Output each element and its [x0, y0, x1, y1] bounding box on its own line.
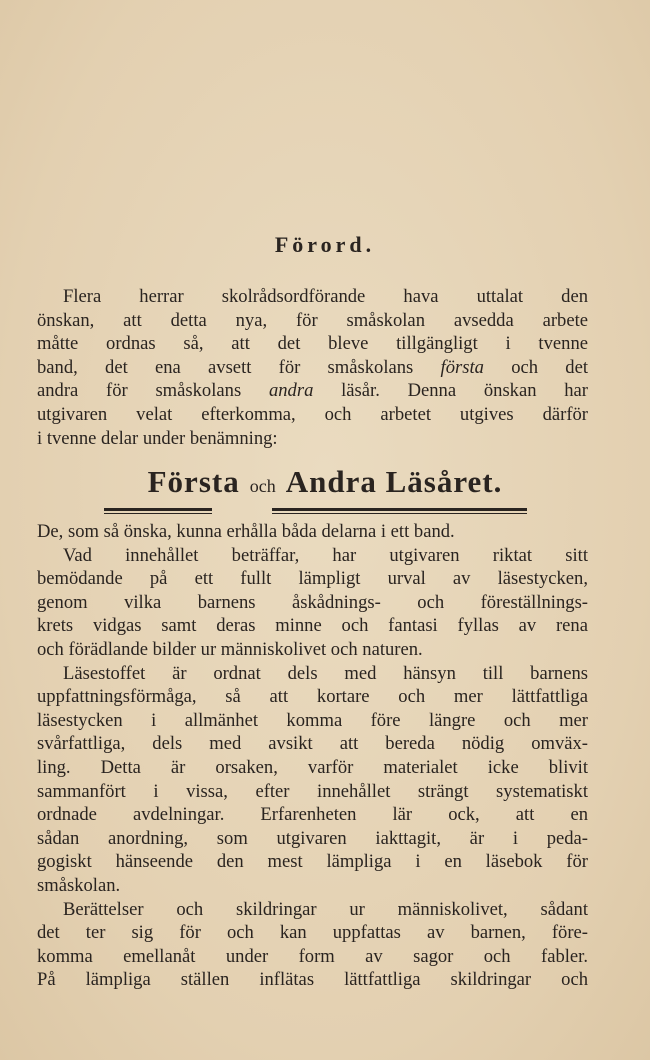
title-underline [104, 508, 212, 511]
text-line: bemödande på ett fullt lämpligt urval av läsestycken, [37, 568, 588, 590]
text-line: Berättelser och skildringar ur människolivet, sådant [63, 898, 588, 920]
text-line: uppfattningsförmåga, så att kortare och mer lättfattliga [37, 686, 588, 708]
text-line: andra för småskolans andra läsår. Denna önskan har [37, 380, 588, 402]
text-line: Flera herrar skolrådsordförande hava uttalat den [63, 286, 588, 307]
title-underline-thin [104, 513, 212, 514]
text-line: sådan anordning, som utgivaren iakttagit, är i peda- [37, 827, 588, 849]
main-text [37, 520, 588, 992]
text-line: måtte ordnas så, att det bleve tillgängligt i tvenne [37, 333, 588, 355]
title-first: Första [147, 464, 240, 499]
text-line: utgivaren velat efterkomma, och arbetet utgives därför [37, 403, 588, 425]
text-line: band, det ena avsett för småskolans första och det [37, 356, 589, 378]
title-second: Andra Läsåret. [285, 464, 503, 499]
text-line: Vad innehållet beträffar, har utgivaren riktat sitt [63, 544, 588, 566]
text-line: gogiskt hänseende den mest lämpliga i en läsebok för [37, 851, 588, 873]
text-line: krets vidgas samt deras minne och fantasi fyllas av rena [37, 615, 588, 637]
italic-word: andra [268, 380, 314, 402]
text-line: i tvenne delar under benämning: [37, 427, 278, 449]
title-conjunction: och [249, 476, 276, 496]
text-line: genom vilka barnens åskådnings- och föreställnings- [37, 591, 588, 613]
italic-word: första [440, 356, 484, 378]
text-line: Läsestoffet är ordnat dels med hänsyn till barnens [63, 662, 588, 684]
text-line: ordnade avdelningar. Erfarenheten lär ock, att en [37, 804, 588, 826]
text-line: småskolan. [37, 874, 121, 896]
intro-paragraph [37, 285, 588, 450]
text-line: sammanfört i vissa, efter innehållet strängt systematiskt [37, 780, 588, 802]
text-line: läsestycken i allmänhet komma före längre och mer [37, 709, 588, 731]
book-title [0, 464, 650, 500]
title-underline-thin [272, 513, 527, 514]
text-line: De, som så önska, kunna erhålla båda delarna i ett band. [37, 521, 455, 542]
text-line: önskan, att detta nya, för småskolan avsedda arbete [37, 309, 588, 331]
page-heading: Förord. [274, 232, 376, 257]
title-underline [272, 508, 527, 511]
text-line: och förädlande bilder ur människolivet och naturen. [37, 638, 423, 660]
text-line: svårfattliga, dels med avsikt att bereda nödig omväx- [37, 733, 588, 755]
text-line: det ter sig för och kan uppfattas av barnen, före- [37, 922, 588, 944]
text-line: På lämpliga ställen inflätas lättfattliga skildringar och [37, 969, 588, 991]
text-line: komma emellanåt under form av sagor och fabler. [37, 945, 588, 967]
text-line: ling. Detta är orsaken, varför materialet icke blivit [37, 756, 588, 778]
